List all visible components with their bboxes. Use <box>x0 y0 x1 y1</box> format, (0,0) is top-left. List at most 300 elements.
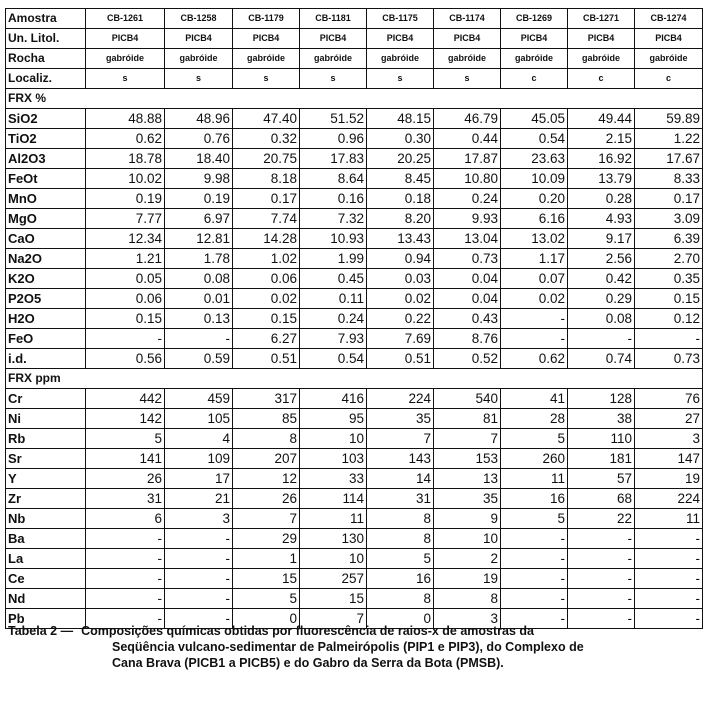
value-cell: 9.93 <box>434 209 501 229</box>
value-cell: 26 <box>233 489 300 509</box>
value-cell: 81 <box>434 409 501 429</box>
value-cell: 0.52 <box>434 349 501 369</box>
value-cell: 130 <box>300 529 367 549</box>
value-cell: 1.99 <box>300 249 367 269</box>
value-cell: 143 <box>367 449 434 469</box>
value-cell: 207 <box>233 449 300 469</box>
table-caption <box>8 623 698 671</box>
caption-first-line <box>8 623 698 639</box>
row-label: SiO2 <box>6 109 86 129</box>
value-cell: 0.73 <box>434 249 501 269</box>
table-row <box>6 109 703 129</box>
value-cell: 59.89 <box>635 109 703 129</box>
value-cell: 7.93 <box>300 329 367 349</box>
table-row <box>6 309 703 329</box>
value-cell: 68 <box>568 489 635 509</box>
value-cell: 540 <box>434 389 501 409</box>
header-cell: PICB4 <box>367 29 434 49</box>
value-cell: 7.32 <box>300 209 367 229</box>
value-cell: 26 <box>86 469 165 489</box>
value-cell: 2.70 <box>635 249 703 269</box>
value-cell: 0.32 <box>233 129 300 149</box>
value-cell: 31 <box>86 489 165 509</box>
section-title: FRX % <box>6 89 703 109</box>
section-row <box>6 369 703 389</box>
value-cell: - <box>86 609 165 629</box>
value-cell: 0.04 <box>434 289 501 309</box>
value-cell: 48.88 <box>86 109 165 129</box>
value-cell: 10.09 <box>501 169 568 189</box>
value-cell: 6.16 <box>501 209 568 229</box>
value-cell: 1 <box>233 549 300 569</box>
value-cell: 8.64 <box>300 169 367 189</box>
value-cell: 181 <box>568 449 635 469</box>
value-cell: 5 <box>367 549 434 569</box>
header-cell: CB-1181 <box>300 9 367 29</box>
table-row <box>6 329 703 349</box>
value-cell: 14 <box>367 469 434 489</box>
value-cell: 12.34 <box>86 229 165 249</box>
value-cell: 1.02 <box>233 249 300 269</box>
value-cell: 147 <box>635 449 703 469</box>
value-cell: - <box>501 589 568 609</box>
value-cell: 6.97 <box>165 209 233 229</box>
table-row <box>6 169 703 189</box>
value-cell: 0.15 <box>86 309 165 329</box>
value-cell: 38 <box>568 409 635 429</box>
row-label: Nd <box>6 589 86 609</box>
value-cell: 28 <box>501 409 568 429</box>
table-row <box>6 289 703 309</box>
header-cell: s <box>300 69 367 89</box>
value-cell: 0.22 <box>367 309 434 329</box>
section-row <box>6 89 703 109</box>
value-cell: 109 <box>165 449 233 469</box>
row-label: TiO2 <box>6 129 86 149</box>
value-cell: 8.76 <box>434 329 501 349</box>
value-cell: 8 <box>367 509 434 529</box>
value-cell: 0.35 <box>635 269 703 289</box>
value-cell: 12 <box>233 469 300 489</box>
value-cell: - <box>635 329 703 349</box>
value-cell: 33 <box>300 469 367 489</box>
value-cell: 2 <box>434 549 501 569</box>
value-cell: - <box>165 329 233 349</box>
header-cell: CB-1175 <box>367 9 434 29</box>
value-cell: - <box>635 609 703 629</box>
value-cell: 6.27 <box>233 329 300 349</box>
value-cell: 41 <box>501 389 568 409</box>
value-cell: 1.17 <box>501 249 568 269</box>
value-cell: 0.30 <box>367 129 434 149</box>
value-cell: 10.93 <box>300 229 367 249</box>
table-row <box>6 149 703 169</box>
value-cell: 141 <box>86 449 165 469</box>
table-row <box>6 449 703 469</box>
table-row <box>6 529 703 549</box>
value-cell: 257 <box>300 569 367 589</box>
value-cell: 21 <box>165 489 233 509</box>
value-cell: - <box>86 549 165 569</box>
value-cell: - <box>568 569 635 589</box>
value-cell: 0.06 <box>86 289 165 309</box>
value-cell: - <box>501 309 568 329</box>
row-label: Al2O3 <box>6 149 86 169</box>
value-cell: 105 <box>165 409 233 429</box>
value-cell: 2.15 <box>568 129 635 149</box>
table-row <box>6 429 703 449</box>
value-cell: 0.42 <box>568 269 635 289</box>
caption-label: Tabela 2 — <box>8 624 74 638</box>
value-cell: 20.25 <box>367 149 434 169</box>
value-cell: 7.74 <box>233 209 300 229</box>
value-cell: 0.16 <box>300 189 367 209</box>
value-cell: - <box>635 569 703 589</box>
header-cell: s <box>367 69 434 89</box>
value-cell: 17.87 <box>434 149 501 169</box>
value-cell: 0.20 <box>501 189 568 209</box>
header-cell: gabróide <box>367 49 434 69</box>
value-cell: 85 <box>233 409 300 429</box>
value-cell: 0.18 <box>367 189 434 209</box>
header-cell: gabróide <box>501 49 568 69</box>
row-label: Sr <box>6 449 86 469</box>
value-cell: 7 <box>434 429 501 449</box>
header-row <box>6 29 703 49</box>
value-cell: 16 <box>501 489 568 509</box>
value-cell: 35 <box>367 409 434 429</box>
value-cell: - <box>501 549 568 569</box>
header-cell: s <box>233 69 300 89</box>
header-row <box>6 49 703 69</box>
value-cell: 0.02 <box>501 289 568 309</box>
value-cell: 0.24 <box>434 189 501 209</box>
value-cell: - <box>165 589 233 609</box>
value-cell: 9.17 <box>568 229 635 249</box>
value-cell: 47.40 <box>233 109 300 129</box>
header-cell: s <box>165 69 233 89</box>
value-cell: 13.02 <box>501 229 568 249</box>
row-label: i.d. <box>6 349 86 369</box>
value-cell: 18.78 <box>86 149 165 169</box>
header-cell: CB-1174 <box>434 9 501 29</box>
value-cell: 8 <box>233 429 300 449</box>
row-label: Ce <box>6 569 86 589</box>
value-cell: - <box>501 609 568 629</box>
value-cell: 13.04 <box>434 229 501 249</box>
row-label: K2O <box>6 269 86 289</box>
value-cell: - <box>568 609 635 629</box>
value-cell: 8 <box>434 589 501 609</box>
value-cell: 8.45 <box>367 169 434 189</box>
value-cell: 1.21 <box>86 249 165 269</box>
row-label: Rb <box>6 429 86 449</box>
value-cell: 3.09 <box>635 209 703 229</box>
value-cell: 0.02 <box>367 289 434 309</box>
header-label: Localiz. <box>6 69 86 89</box>
value-cell: 13.79 <box>568 169 635 189</box>
value-cell: 17.83 <box>300 149 367 169</box>
value-cell: 0.05 <box>86 269 165 289</box>
value-cell: - <box>165 609 233 629</box>
value-cell: 23.63 <box>501 149 568 169</box>
value-cell: 0.02 <box>233 289 300 309</box>
value-cell: - <box>165 569 233 589</box>
value-cell: 7 <box>367 429 434 449</box>
value-cell: 317 <box>233 389 300 409</box>
value-cell: 11 <box>300 509 367 529</box>
value-cell: 0.19 <box>165 189 233 209</box>
table-row <box>6 589 703 609</box>
value-cell: - <box>635 589 703 609</box>
value-cell: 8.18 <box>233 169 300 189</box>
header-cell: CB-1274 <box>635 9 703 29</box>
header-cell: c <box>501 69 568 89</box>
header-cell: PICB4 <box>501 29 568 49</box>
value-cell: 49.44 <box>568 109 635 129</box>
value-cell: 3 <box>434 609 501 629</box>
value-cell: 0.15 <box>233 309 300 329</box>
table-row <box>6 229 703 249</box>
value-cell: 10.80 <box>434 169 501 189</box>
value-cell: 0.62 <box>501 349 568 369</box>
row-label: La <box>6 549 86 569</box>
value-cell: 0.43 <box>434 309 501 329</box>
row-label: Zr <box>6 489 86 509</box>
row-label: FeO <box>6 329 86 349</box>
value-cell: 0.15 <box>635 289 703 309</box>
value-cell: 48.15 <box>367 109 434 129</box>
value-cell: 1.22 <box>635 129 703 149</box>
value-cell: 128 <box>568 389 635 409</box>
value-cell: 13.43 <box>367 229 434 249</box>
value-cell: 0.28 <box>568 189 635 209</box>
value-cell: 0.96 <box>300 129 367 149</box>
value-cell: 459 <box>165 389 233 409</box>
value-cell: 76 <box>635 389 703 409</box>
value-cell: 0.51 <box>367 349 434 369</box>
value-cell: 14.28 <box>233 229 300 249</box>
value-cell: 0.59 <box>165 349 233 369</box>
value-cell: 5 <box>501 429 568 449</box>
value-cell: 1.78 <box>165 249 233 269</box>
value-cell: 9.98 <box>165 169 233 189</box>
table-body <box>6 9 703 629</box>
value-cell: 224 <box>635 489 703 509</box>
value-cell: 0.12 <box>635 309 703 329</box>
header-cell: CB-1258 <box>165 9 233 29</box>
table-row <box>6 209 703 229</box>
value-cell: 10 <box>300 429 367 449</box>
value-cell: 0.76 <box>165 129 233 149</box>
value-cell: 22 <box>568 509 635 529</box>
value-cell: 0.01 <box>165 289 233 309</box>
header-cell: gabróide <box>165 49 233 69</box>
row-label: MgO <box>6 209 86 229</box>
table-row <box>6 389 703 409</box>
header-cell: c <box>635 69 703 89</box>
value-cell: 13 <box>434 469 501 489</box>
header-cell: PICB4 <box>434 29 501 49</box>
value-cell: 0.73 <box>635 349 703 369</box>
value-cell: 0.54 <box>501 129 568 149</box>
header-label: Amostra <box>6 9 86 29</box>
value-cell: 0.06 <box>233 269 300 289</box>
table-row <box>6 349 703 369</box>
value-cell: 10.02 <box>86 169 165 189</box>
row-label: Ba <box>6 529 86 549</box>
header-cell: c <box>568 69 635 89</box>
value-cell: 19 <box>434 569 501 589</box>
value-cell: 224 <box>367 389 434 409</box>
value-cell: 10 <box>434 529 501 549</box>
row-label: CaO <box>6 229 86 249</box>
header-cell: gabróide <box>86 49 165 69</box>
table-row <box>6 249 703 269</box>
value-cell: 46.79 <box>434 109 501 129</box>
value-cell: - <box>86 589 165 609</box>
row-label: Y <box>6 469 86 489</box>
header-cell: PICB4 <box>568 29 635 49</box>
value-cell: 0.19 <box>86 189 165 209</box>
header-cell: CB-1271 <box>568 9 635 29</box>
value-cell: 0.45 <box>300 269 367 289</box>
value-cell: 114 <box>300 489 367 509</box>
value-cell: 0 <box>367 609 434 629</box>
value-cell: 0.62 <box>86 129 165 149</box>
row-label: Nb <box>6 509 86 529</box>
table-row <box>6 189 703 209</box>
header-cell: CB-1261 <box>86 9 165 29</box>
value-cell: 35 <box>434 489 501 509</box>
value-cell: 0.56 <box>86 349 165 369</box>
composition-table <box>5 8 703 629</box>
value-cell: - <box>501 329 568 349</box>
value-cell: 0.44 <box>434 129 501 149</box>
table-row <box>6 269 703 289</box>
value-cell: 0.54 <box>300 349 367 369</box>
header-cell: CB-1179 <box>233 9 300 29</box>
value-cell: 5 <box>233 589 300 609</box>
value-cell: - <box>568 329 635 349</box>
value-cell: 0.08 <box>165 269 233 289</box>
value-cell: - <box>501 569 568 589</box>
value-cell: 51.52 <box>300 109 367 129</box>
header-cell: PICB4 <box>233 29 300 49</box>
header-cell: PICB4 <box>86 29 165 49</box>
value-cell: 10 <box>300 549 367 569</box>
value-cell: 17.67 <box>635 149 703 169</box>
header-row <box>6 9 703 29</box>
value-cell: 8.20 <box>367 209 434 229</box>
value-cell: 18.40 <box>165 149 233 169</box>
value-cell: - <box>86 569 165 589</box>
header-cell: gabróide <box>300 49 367 69</box>
value-cell: 15 <box>300 589 367 609</box>
value-cell: 0.07 <box>501 269 568 289</box>
value-cell: 3 <box>635 429 703 449</box>
value-cell: - <box>568 549 635 569</box>
value-cell: - <box>165 529 233 549</box>
value-cell: 4 <box>165 429 233 449</box>
row-label: Na2O <box>6 249 86 269</box>
table-row <box>6 469 703 489</box>
value-cell: 9 <box>434 509 501 529</box>
value-cell: 0 <box>233 609 300 629</box>
value-cell: - <box>568 589 635 609</box>
value-cell: 6 <box>86 509 165 529</box>
header-cell: gabróide <box>568 49 635 69</box>
value-cell: 20.75 <box>233 149 300 169</box>
header-label: Rocha <box>6 49 86 69</box>
value-cell: 0.51 <box>233 349 300 369</box>
caption-line-2: Seqüência vulcano-sedimentar de Palmeirópolis (PIP1 e PIP3), do Complexo de <box>112 640 584 654</box>
value-cell: 0.03 <box>367 269 434 289</box>
value-cell: 0.94 <box>367 249 434 269</box>
value-cell: 0.04 <box>434 269 501 289</box>
table-row <box>6 409 703 429</box>
section-title: FRX ppm <box>6 369 703 389</box>
value-cell: 0.29 <box>568 289 635 309</box>
value-cell: 6.39 <box>635 229 703 249</box>
value-cell: 416 <box>300 389 367 409</box>
value-cell: - <box>568 529 635 549</box>
value-cell: - <box>86 529 165 549</box>
caption-line-3: Cana Brava (PICB1 a PICB5) e do Gabro da Serra da Bota (PMSB). <box>112 656 504 670</box>
value-cell: 7.69 <box>367 329 434 349</box>
value-cell: 7 <box>300 609 367 629</box>
value-cell: 8 <box>367 529 434 549</box>
value-cell: 110 <box>568 429 635 449</box>
header-cell: PICB4 <box>300 29 367 49</box>
value-cell: 142 <box>86 409 165 429</box>
header-label: Un. Litol. <box>6 29 86 49</box>
value-cell: 11 <box>501 469 568 489</box>
header-cell: gabróide <box>233 49 300 69</box>
value-cell: 17 <box>165 469 233 489</box>
value-cell: 16.92 <box>568 149 635 169</box>
value-cell: 8.33 <box>635 169 703 189</box>
table-row <box>6 569 703 589</box>
header-cell: s <box>434 69 501 89</box>
header-cell: gabróide <box>434 49 501 69</box>
value-cell: 3 <box>165 509 233 529</box>
value-cell: 29 <box>233 529 300 549</box>
row-label: P2O5 <box>6 289 86 309</box>
header-cell: CB-1269 <box>501 9 568 29</box>
value-cell: 0.17 <box>635 189 703 209</box>
header-cell: PICB4 <box>635 29 703 49</box>
value-cell: 0.11 <box>300 289 367 309</box>
caption-line-1: Composições químicas obtidas por fluorescência de raios-x de amostras da <box>81 624 534 638</box>
value-cell: 7.77 <box>86 209 165 229</box>
value-cell: 0.13 <box>165 309 233 329</box>
value-cell: 260 <box>501 449 568 469</box>
value-cell: 153 <box>434 449 501 469</box>
header-row <box>6 69 703 89</box>
header-cell: gabróide <box>635 49 703 69</box>
table-row <box>6 549 703 569</box>
value-cell: 45.05 <box>501 109 568 129</box>
table-row <box>6 129 703 149</box>
value-cell: 7 <box>233 509 300 529</box>
value-cell: 15 <box>233 569 300 589</box>
value-cell: 48.96 <box>165 109 233 129</box>
row-label: Pb <box>6 609 86 629</box>
value-cell: 19 <box>635 469 703 489</box>
value-cell: 103 <box>300 449 367 469</box>
row-label: H2O <box>6 309 86 329</box>
